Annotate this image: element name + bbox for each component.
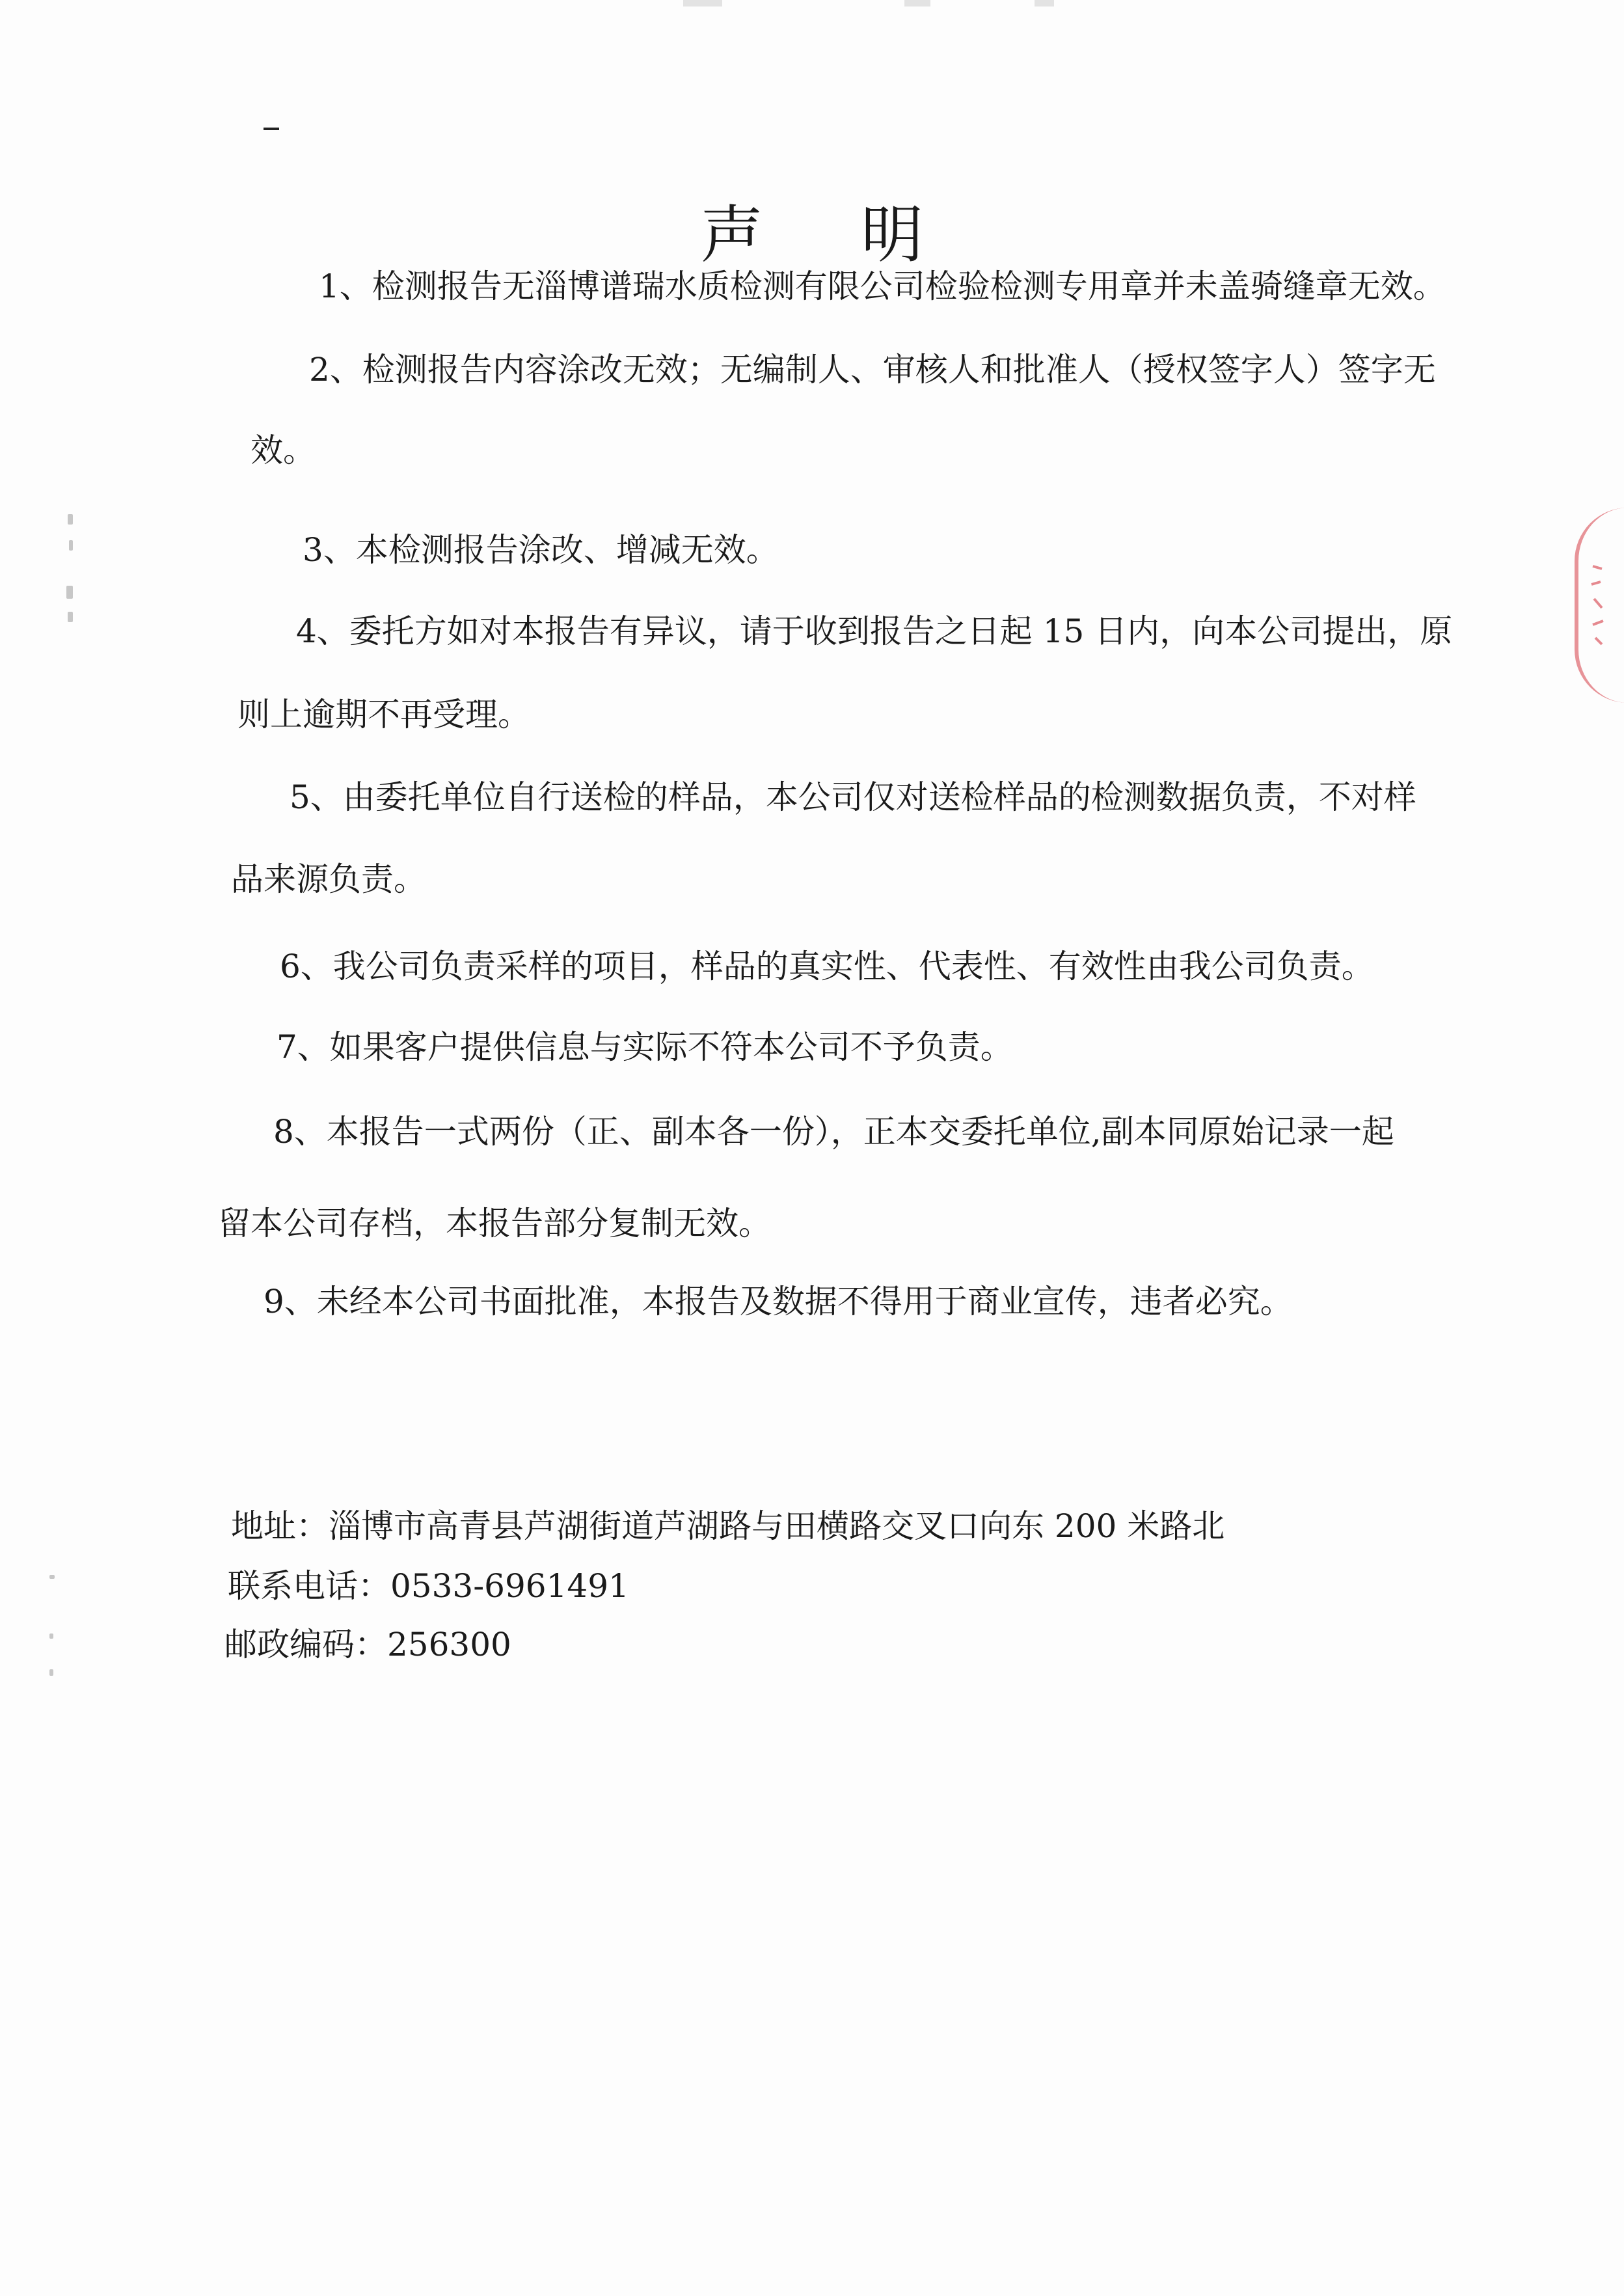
dash-mark: [264, 128, 279, 130]
clause-5-line-1: 5、由委托单位自行送检的样品，本公司仅对送检样品的检测数据负责，不对样: [290, 778, 1416, 816]
clause-6-line-1: 6、我公司负责采样的项目，样品的真实性、代表性、有效性由我公司负责。: [280, 948, 1374, 985]
scan-artifact: [683, 0, 722, 7]
clause-4-line-1: 4、委托方如对本报告有异议，请于收到报告之日起 15 日内，向本公司提出，原: [296, 612, 1453, 650]
scan-artifact: [1035, 0, 1054, 7]
clause-2-line-1: 2、检测报告内容涂改无效；无编制人、审核人和批准人（授权签字人）签字无: [309, 351, 1436, 389]
clause-8-line-1: 8、本报告一式两份（正、副本各一份），正本交委托单位,副本同原始记录一起: [273, 1113, 1394, 1151]
clause-5-line-2: 品来源负责。: [231, 860, 426, 898]
postcode-row: [224, 1628, 511, 1661]
margin-mark: [68, 514, 73, 525]
margin-mark: [49, 1669, 53, 1676]
scan-artifact: [904, 0, 930, 7]
address-value: 淄博市高青县芦湖街道芦湖路与田横路交叉口向东 200 米路北: [329, 1507, 1225, 1545]
clause-2-line-2: 效。: [250, 431, 316, 469]
margin-mark: [66, 586, 73, 599]
clause-3-line-1: 3、本检测报告涂改、增减无效。: [303, 531, 779, 569]
phone-row: [228, 1567, 629, 1605]
phone-value: 0533-6961491: [390, 1567, 629, 1605]
clause-9-line-1: 9、未经本公司书面批准，本报告及数据不得用于商业宣传，违者必究。: [264, 1283, 1293, 1320]
seal-fragment-marks: [1588, 553, 1607, 657]
margin-mark: [68, 612, 73, 622]
address-label: 地址：: [231, 1507, 329, 1545]
clause-8-line-2: 留本公司存档，本报告部分复制无效。: [218, 1205, 771, 1242]
margin-mark: [49, 1633, 53, 1639]
clause-4-line-2: 则上逾期不再受理。: [237, 696, 530, 733]
postcode-label: 邮政编码：: [224, 1626, 387, 1663]
document-title: 声 明: [700, 198, 963, 271]
margin-mark: [69, 540, 73, 551]
clause-7-line-1: 7、如果客户提供信息与实际不符本公司不予负责。: [277, 1028, 1013, 1066]
postcode-value: 256300: [387, 1626, 511, 1663]
clause-1-line-1: 1、检测报告无淄博谱瑞水质检测有限公司检验检测专用章并未盖骑缝章无效。: [319, 267, 1446, 305]
margin-mark: [49, 1575, 55, 1579]
address-row: [231, 1507, 1225, 1545]
phone-label: 联系电话：: [228, 1567, 390, 1605]
